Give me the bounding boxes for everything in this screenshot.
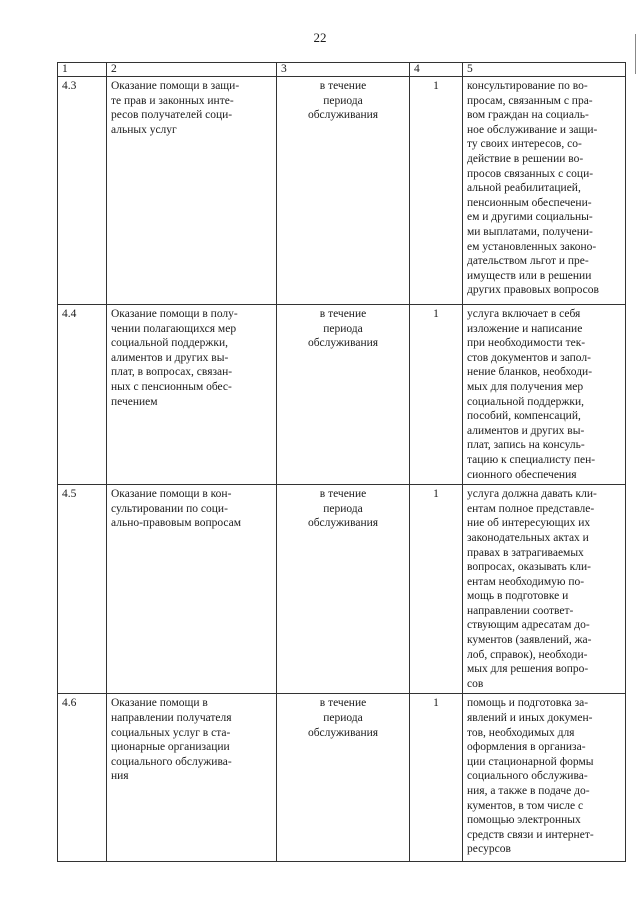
table-row: [58, 694, 626, 862]
service-quantity: 1: [410, 305, 463, 485]
header-col-5: 5: [463, 63, 626, 77]
services-table: [57, 62, 626, 862]
service-quantity: 1: [410, 694, 463, 862]
service-quantity: 1: [410, 77, 463, 305]
service-period: в течение периода обслуживания: [277, 77, 410, 305]
service-description: помощь и подготовка за- явлений и иных докумен- тов, необходимых для оформления в организа- ции стационарной формы социального обслужива- ния, а также в подаче до- кументов, в том числе с помощью электронных средств связи и интернет- ресурсов: [463, 694, 626, 862]
header-col-2: 2: [107, 63, 277, 77]
header-col-1: 1: [58, 63, 107, 77]
service-quantity: 1: [410, 485, 463, 694]
header-col-3: 3: [277, 63, 410, 77]
row-number: 4.6: [58, 694, 107, 862]
table-row: [58, 77, 626, 305]
service-name: Оказание помощи в защи- те прав и законных инте- ресов получателей соци- альных услуг: [107, 77, 277, 305]
row-number: 4.5: [58, 485, 107, 694]
service-name: Оказание помощи в кон- сультировании по соци- ально-правовым вопросам: [107, 485, 277, 694]
service-name: Оказание помощи в направлении получателя социальных услуг в ста- ционарные организации социального обслужива- ния: [107, 694, 277, 862]
service-period: в течение периода обслуживания: [277, 305, 410, 485]
service-description: услуга должна давать кли- ентам полное представле- ние об интересующих их законодательных актах и правах в затрагиваемых вопросах, оказывать кли- ентам необходимую по- мощь в подготовке и направлении соответ- ствующим адресатам до- кументов (заявлений, жа- лоб, справок), необходи- мых для решения вопро- сов: [463, 485, 626, 694]
header-col-4: 4: [410, 63, 463, 77]
scan-edge-mark: [635, 34, 636, 74]
row-number: 4.3: [58, 77, 107, 305]
page-number: 22: [313, 30, 327, 45]
table-header-row: [58, 63, 626, 77]
service-name: Оказание помощи в полу- чении полагающихся мер социальной поддержки, алиментов и других вы- плат, в вопросах, связан- ных с пенсионным обес- печением: [107, 305, 277, 485]
service-description: услуга включает в себя изложение и написание при необходимости тек- стов документов и запол- нение бланков, необходи- мых для получения мер социальной поддержки, пособий, компенсаций, алиментов и других вы- плат, запись на консуль- тацию к специалисту пен- сионного обеспечения: [463, 305, 626, 485]
service-period: в течение периода обслуживания: [277, 694, 410, 862]
table-row: [58, 305, 626, 485]
table-row: [58, 485, 626, 694]
service-period: в течение периода обслуживания: [277, 485, 410, 694]
row-number: 4.4: [58, 305, 107, 485]
service-description: консультирование по во- просам, связанным с пра- вом граждан на социаль- ное обслуживание и защи- ту своих интересов, со- действие в решении во- просов связанных с соци- альной реабилитацией, пенсионным обеспечени- ем и другими социальны- ми выплатами, получени- ем установленных законо- дательством льгот и пре- имуществ или в решении других правовых вопросов: [463, 77, 626, 305]
